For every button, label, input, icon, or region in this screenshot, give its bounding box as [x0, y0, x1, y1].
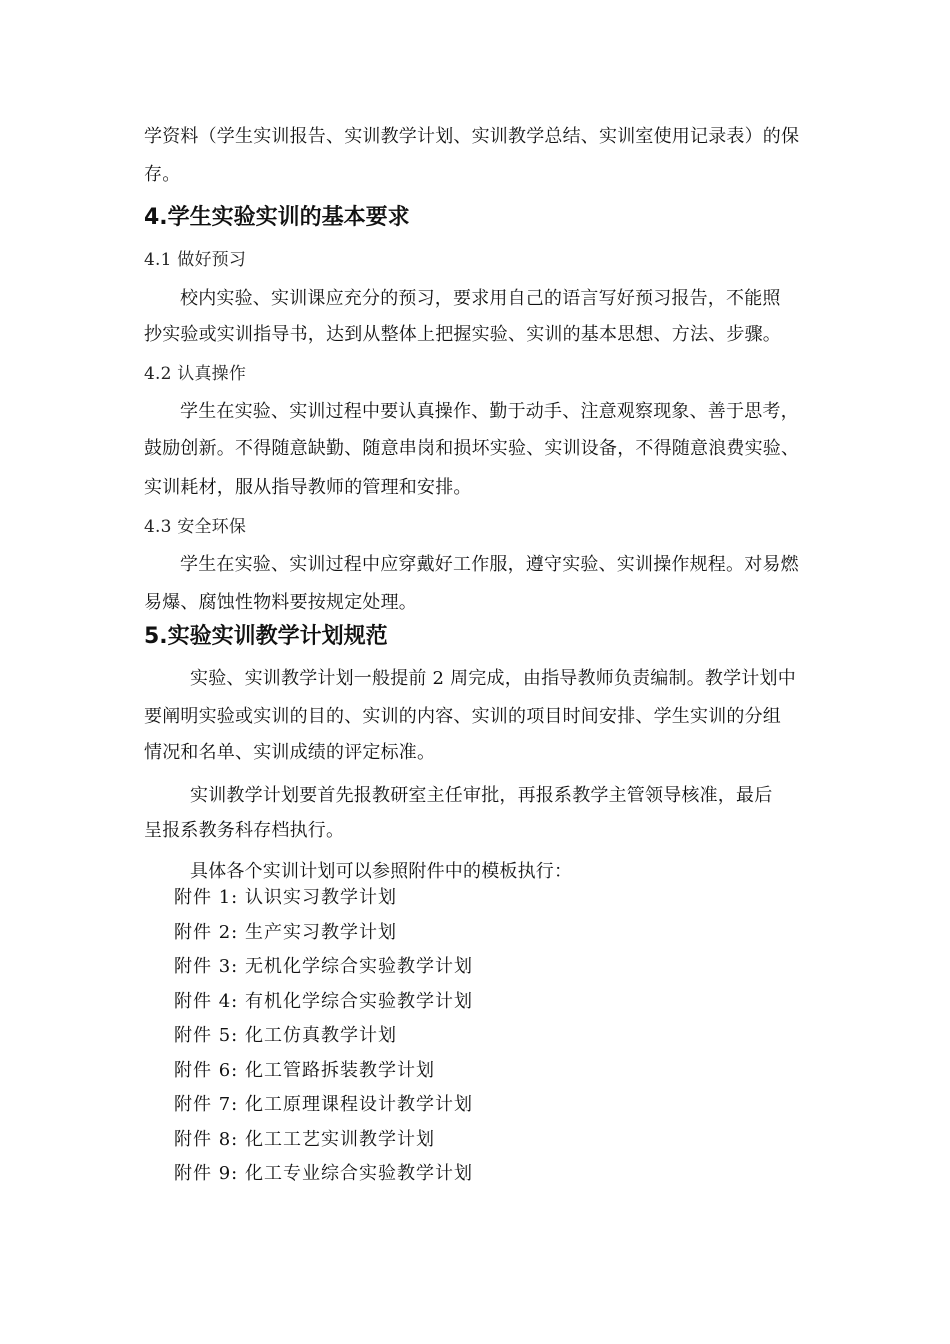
attachment-item: 附件 6: 化工管路拆装教学计划: [174, 1060, 435, 1081]
paragraph-line: 易爆、腐蚀性物料要按规定处理。: [144, 592, 417, 613]
paragraph-line: 学生在实验、实训过程中要认真操作、勤于动手、注意观察现象、善于思考，: [180, 401, 799, 422]
section-heading-4: 4.学生实验实训的基本要求: [144, 205, 410, 230]
attachment-item: 附件 9: 化工专业综合实验教学计划: [174, 1163, 473, 1184]
paragraph-line: 校内实验、实训课应充分的预习，要求用自己的语言写好预习报告，不能照: [180, 288, 781, 309]
attachment-item: 附件 5: 化工仿真教学计划: [174, 1025, 397, 1046]
attachment-item: 附件 4: 有机化学综合实验教学计划: [174, 991, 473, 1012]
section-heading-5: 5.实验实训教学计划规范: [144, 624, 388, 649]
paragraph-line: 要阐明实验或实训的目的、实训的内容、实训的项目时间安排、学生实训的分组: [144, 706, 781, 727]
attachment-item: 附件 3: 无机化学综合实验教学计划: [174, 956, 473, 977]
paragraph-line: 具体各个实训计划可以参照附件中的模板执行：: [190, 861, 573, 882]
paragraph-line: 实训耗材，服从指导教师的管理和安排。: [144, 477, 472, 498]
paragraph-line: 学资料（学生实训报告、实训教学计划、实训教学总结、实训室使用记录表）的保: [144, 126, 800, 147]
attachment-item: 附件 2: 生产实习教学计划: [174, 922, 397, 943]
paragraph-line: 情况和名单、实训成绩的评定标准。: [144, 742, 436, 763]
paragraph-line: 鼓励创新。不得随意缺勤、随意串岗和损坏实验、实训设备，不得随意浪费实验、: [144, 438, 800, 459]
subsection-title-4-2: 4.2 认真操作: [144, 364, 247, 384]
attachment-item: 附件 1: 认识实习教学计划: [174, 887, 397, 908]
attachment-item: 附件 7: 化工原理课程设计教学计划: [174, 1094, 473, 1115]
paragraph-line: 抄实验或实训指导书，达到从整体上把握实验、实训的基本思想、方法、步骤。: [144, 324, 781, 345]
paragraph-line: 实训教学计划要首先报教研室主任审批，再报系教学主管领导核准，最后: [190, 785, 773, 806]
paragraph-line: 存。: [144, 164, 181, 185]
paragraph-line: 呈报系教务科存档执行。: [144, 820, 345, 841]
subsection-title-4-3: 4.3 安全环保: [144, 517, 247, 537]
subsection-title-4-1: 4.1 做好预习: [144, 250, 247, 270]
paragraph-line: 实验、实训教学计划一般提前 2 周完成，由指导教师负责编制。教学计划中: [190, 668, 796, 689]
attachment-item: 附件 8: 化工工艺实训教学计划: [174, 1129, 435, 1150]
paragraph-line: 学生在实验、实训过程中应穿戴好工作服，遵守实验、实训操作规程。对易燃: [180, 554, 799, 575]
